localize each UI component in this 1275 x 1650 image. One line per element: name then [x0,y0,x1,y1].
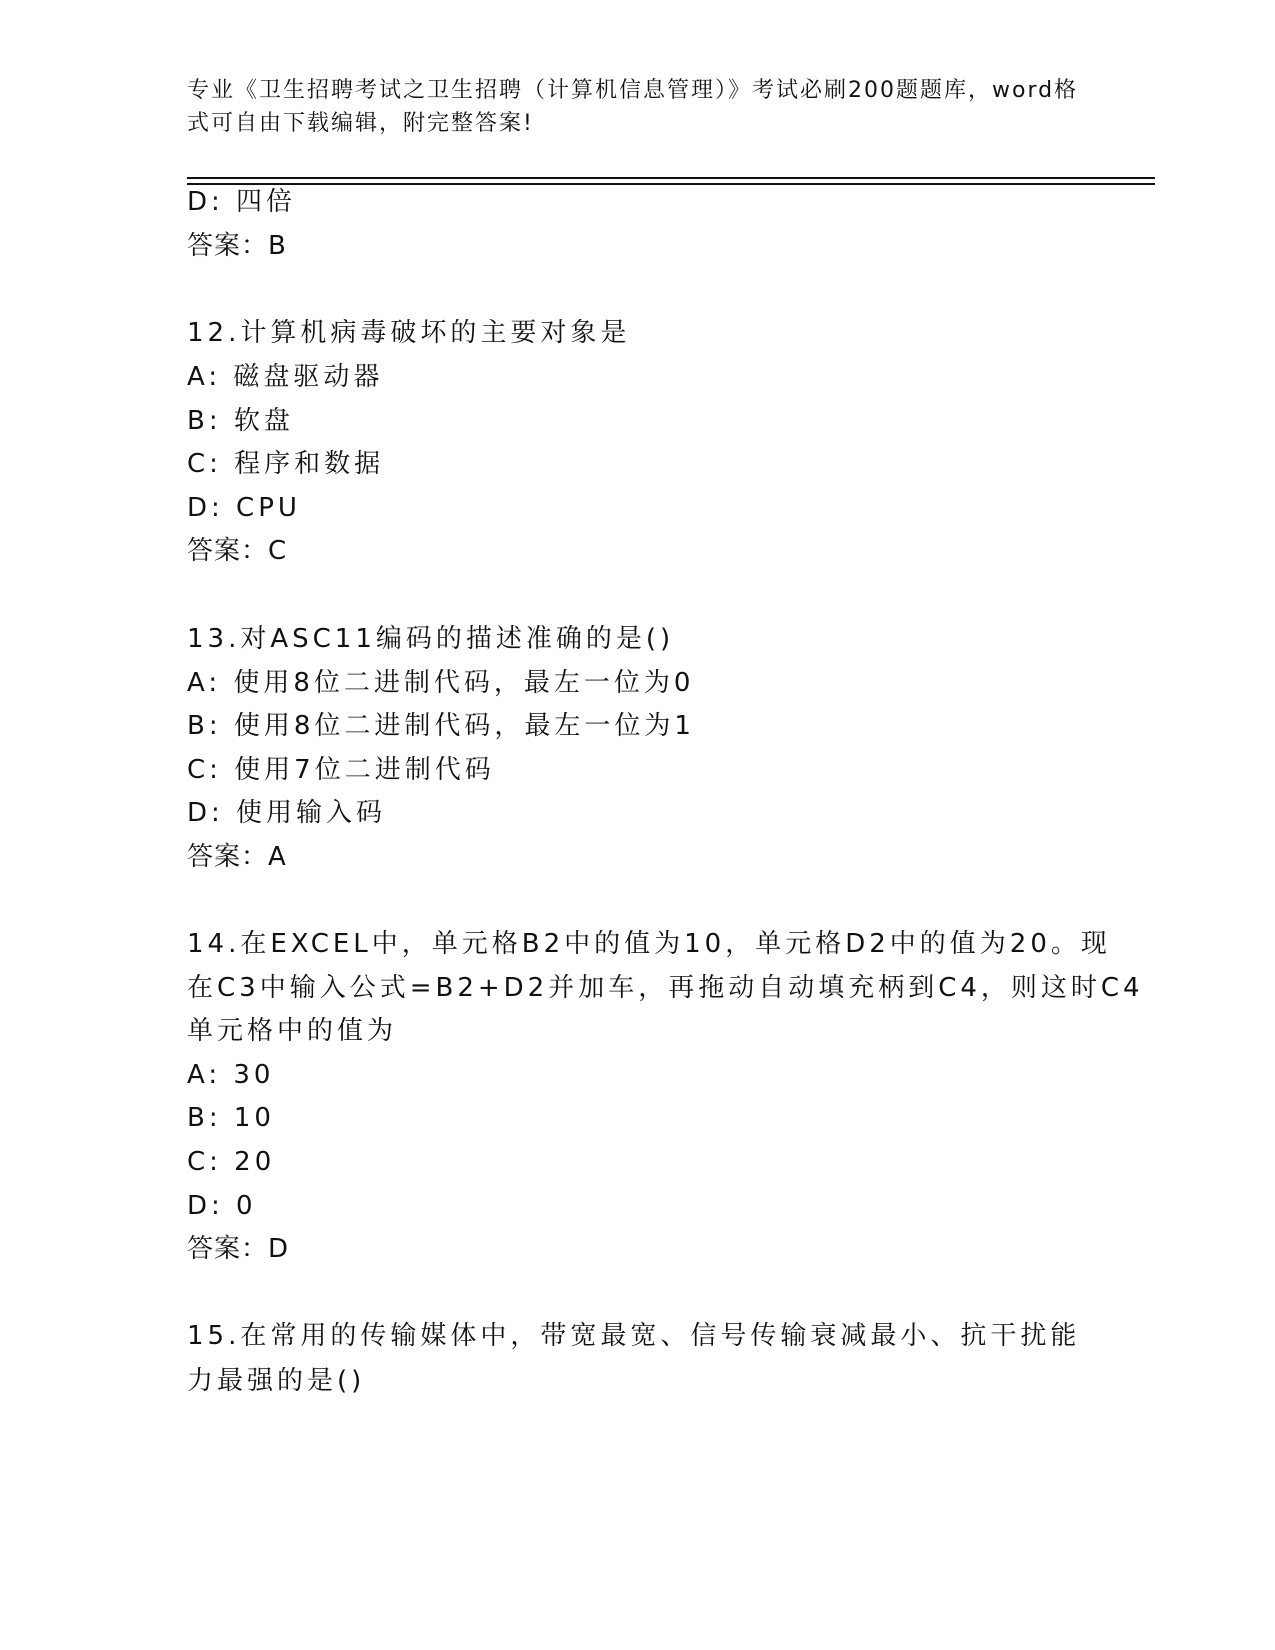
question-14-option-b: B: 10 [187,1103,275,1133]
question-14-stem-line-2: 在C3中输入公式=B2+D2并加车，再拖动自动填充柄到C4，则这时C4 [187,973,1144,1003]
question-13-option-c: C: 使用7位二进制代码 [187,755,495,785]
question-14-stem-line-1: 14.在EXCEL中，单元格B2中的值为10，单元格D2中的值为20。现 [187,929,1111,959]
question-14-answer: 答案：D [187,1234,290,1264]
question-13-stem: 13.对ASC11编码的描述准确的是() [187,624,675,654]
question-12-option-b: B: 软盘 [187,406,294,436]
question-13-option-b: B: 使用8位二进制代码，最左一位为1 [187,711,695,741]
document-header: 专业《卫生招聘考试之卫生招聘（计算机信息管理）》考试必刷200题题库，word格式可自由下载编辑，附完整答案! [187,78,1079,136]
question-12-option-d: D: CPU [187,493,301,523]
question-13-option-a: A: 使用8位二进制代码，最左一位为0 [187,668,695,698]
question-12-answer: 答案：C [187,536,288,566]
question-14-stem-line-3: 单元格中的值为 [187,1016,398,1046]
question-12-stem: 12.计算机病毒破坏的主要对象是 [187,318,631,348]
question-13-option-d: D: 使用输入码 [187,798,387,828]
question-14-option-d: D: 0 [187,1191,257,1221]
question-14-option-a: A: 30 [187,1060,275,1090]
header-divider-bottom [187,183,1155,185]
question-12-option-c: C: 程序和数据 [187,449,385,479]
header-divider-top [187,177,1155,179]
question-14-option-c: C: 20 [187,1147,276,1177]
question-12-option-a: A: 磁盘驱动器 [187,362,384,392]
question-13-answer: 答案：A [187,842,287,872]
prev-answer: 答案：B [187,231,287,261]
question-15-stem: 15.在常用的传输媒体中，带宽最宽、信号传输衰减最小、抗干扰能力最强的是() [187,1321,1081,1396]
prev-option-d: D: 四倍 [187,187,297,217]
